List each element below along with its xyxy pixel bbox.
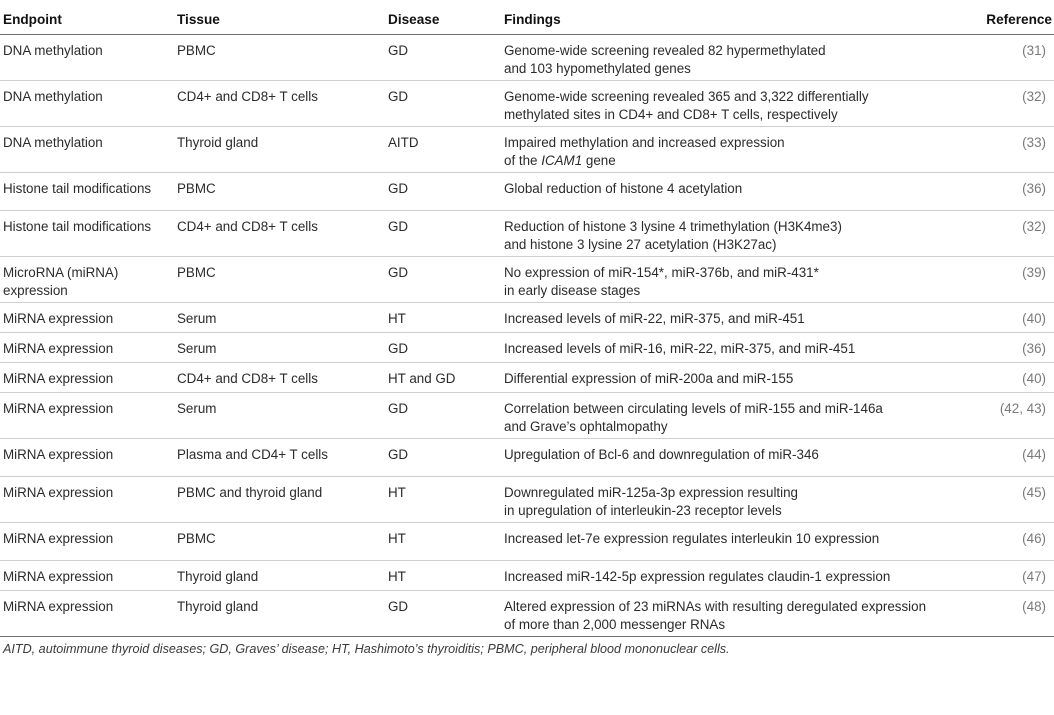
cell-line: Differential expression of miR-200a and miR-155	[504, 371, 794, 386]
cell-reference	[971, 35, 1054, 81]
cell-endpoint	[0, 257, 174, 303]
cell-endpoint	[0, 363, 174, 393]
table-row	[0, 477, 1054, 523]
table-header	[0, 4, 1054, 35]
cell-reference	[971, 211, 1054, 257]
header-endpoint: Endpoint	[0, 4, 174, 35]
cell-line: Impaired methylation and increased expression	[504, 135, 785, 150]
cell-disease	[385, 303, 501, 333]
cell-reference	[971, 127, 1054, 173]
cell-line: PBMC and thyroid gland	[177, 485, 323, 500]
cell-line: GD	[388, 181, 409, 196]
cell-endpoint	[0, 561, 174, 591]
cell-disease	[385, 257, 501, 303]
cell-reference	[971, 439, 1054, 477]
cell-tissue	[174, 393, 385, 439]
cell-findings	[501, 257, 971, 303]
header-row	[0, 4, 1054, 35]
cell-line: MiRNA expression	[3, 599, 114, 614]
cell-line: MiRNA expression	[3, 485, 114, 500]
cell-line: HT	[388, 311, 406, 326]
cell-line: GD	[388, 341, 409, 356]
cell-line: Serum	[177, 341, 217, 356]
cell-endpoint	[0, 303, 174, 333]
cell-line: Histone tail modifications	[3, 181, 152, 196]
cell-tissue	[174, 303, 385, 333]
cell-findings	[501, 81, 971, 127]
cell-line: (40)	[1022, 311, 1046, 326]
cell-line: (39)	[1022, 265, 1046, 280]
table-row	[0, 393, 1054, 439]
cell-findings	[501, 561, 971, 591]
cell-findings	[501, 211, 971, 257]
cell-endpoint	[0, 35, 174, 81]
cell-line: of more than 2,000 messenger RNAs	[504, 617, 726, 632]
cell-tissue	[174, 333, 385, 363]
table-row	[0, 439, 1054, 477]
cell-line: MiRNA expression	[3, 531, 114, 546]
cell-line: and Grave’s ophtalmopathy	[504, 419, 668, 434]
table-row	[0, 81, 1054, 127]
header-tissue: Tissue	[174, 4, 385, 35]
cell-line: Increased levels of miR-22, miR-375, and miR-451	[504, 311, 805, 326]
cell-line: GD	[388, 89, 409, 104]
table-body	[0, 35, 1054, 637]
cell-tissue	[174, 477, 385, 523]
cell-line: in early disease stages	[504, 283, 641, 298]
cell-line: Reduction of histone 3 lysine 4 trimethylation (H3K4me3)	[504, 219, 842, 234]
cell-line: GD	[388, 599, 409, 614]
header-findings: Findings	[501, 4, 971, 35]
cell-line: (42, 43)	[999, 401, 1046, 416]
cell-line: DNA methylation	[3, 135, 103, 150]
cell-line	[504, 152, 971, 170]
cell-line: GD	[388, 219, 409, 234]
cell-disease	[385, 363, 501, 393]
cell-line: PBMC	[177, 531, 216, 546]
cell-line: HT	[388, 485, 406, 500]
table-row	[0, 173, 1054, 211]
cell-endpoint	[0, 127, 174, 173]
cell-line: and 103 hypomethylated genes	[504, 61, 691, 76]
cell-reference	[971, 333, 1054, 363]
cell-endpoint	[0, 81, 174, 127]
cell-line: Upregulation of Bcl-6 and downregulation of miR-346	[504, 447, 819, 462]
cell-line: Plasma and CD4+ T cells	[177, 447, 328, 462]
cell-line: (46)	[1022, 531, 1046, 546]
cell-line: expression	[3, 283, 68, 298]
cell-reference	[971, 363, 1054, 393]
cell-line: (40)	[1022, 371, 1046, 386]
cell-line: MiRNA expression	[3, 311, 114, 326]
cell-line: in upregulation of interleukin-23 receptor levels	[504, 503, 782, 518]
cell-line: Thyroid gland	[177, 135, 259, 150]
cell-line: Correlation between circulating levels of miR-155 and miR-146a	[504, 401, 883, 416]
cell-tissue	[174, 591, 385, 637]
cell-findings	[501, 333, 971, 363]
cell-tissue	[174, 257, 385, 303]
cell-tissue	[174, 81, 385, 127]
cell-endpoint	[0, 477, 174, 523]
cell-reference	[971, 81, 1054, 127]
cell-endpoint	[0, 591, 174, 637]
cell-tissue	[174, 211, 385, 257]
table-row	[0, 303, 1054, 333]
cell-line: No expression of miR-154*, miR-376b, and miR-431*	[504, 265, 819, 280]
table-row	[0, 257, 1054, 303]
cell-line: Altered expression of 23 miRNAs with resulting deregulated expression	[504, 599, 927, 614]
cell-line: CD4+ and CD8+ T cells	[177, 371, 318, 386]
table-row	[0, 127, 1054, 173]
cell-line: Increased let-7e expression regulates interleukin 10 expression	[504, 531, 880, 546]
cell-disease	[385, 439, 501, 477]
cell-line: Thyroid gland	[177, 569, 259, 584]
cell-line: (48)	[1022, 599, 1046, 614]
cell-line: MiRNA expression	[3, 401, 114, 416]
cell-tissue	[174, 561, 385, 591]
cell-disease	[385, 523, 501, 561]
cell-line: Downregulated miR-125a-3p expression resulting	[504, 485, 799, 500]
cell-line: GD	[388, 265, 409, 280]
cell-tissue	[174, 363, 385, 393]
cell-line: (47)	[1022, 569, 1046, 584]
cell-line: methylated sites in CD4+ and CD8+ T cells, respectively	[504, 107, 838, 122]
findings-text: gene	[582, 153, 616, 168]
table-row	[0, 591, 1054, 637]
cell-line: (36)	[1022, 341, 1046, 356]
cell-tissue	[174, 523, 385, 561]
cell-line: Thyroid gland	[177, 599, 259, 614]
cell-line: Increased miR-142-5p expression regulates claudin-1 expression	[504, 569, 891, 584]
table-row	[0, 211, 1054, 257]
cell-line: (32)	[1022, 219, 1046, 234]
table-row	[0, 333, 1054, 363]
cell-reference	[971, 257, 1054, 303]
cell-line: GD	[388, 43, 409, 58]
gene-name: ICAM1	[541, 153, 583, 168]
cell-findings	[501, 173, 971, 211]
cell-findings	[501, 35, 971, 81]
cell-disease	[385, 591, 501, 637]
table-footnote: AITD, autoimmune thyroid diseases; GD, Graves’ disease; HT, Hashimoto’s thyroiditis; PBMC, peripheral blood mononuclear cells.	[3, 642, 730, 656]
cell-line: Histone tail modifications	[3, 219, 152, 234]
cell-findings	[501, 393, 971, 439]
cell-findings	[501, 303, 971, 333]
cell-line: CD4+ and CD8+ T cells	[177, 89, 318, 104]
cell-tissue	[174, 127, 385, 173]
cell-disease	[385, 477, 501, 523]
cell-line: (31)	[1022, 43, 1046, 58]
cell-findings	[501, 363, 971, 393]
cell-findings	[501, 523, 971, 561]
cell-disease	[385, 333, 501, 363]
cell-line: PBMC	[177, 265, 216, 280]
cell-reference	[971, 591, 1054, 637]
cell-line: and histone 3 lysine 27 acetylation (H3K27ac)	[504, 237, 777, 252]
cell-line: Increased levels of miR-16, miR-22, miR-375, and miR-451	[504, 341, 856, 356]
cell-endpoint	[0, 523, 174, 561]
cell-findings	[501, 591, 971, 637]
cell-line: (32)	[1022, 89, 1046, 104]
cell-disease	[385, 393, 501, 439]
findings-text: of the	[504, 153, 542, 168]
cell-line: Serum	[177, 311, 217, 326]
cell-findings	[501, 127, 971, 173]
cell-disease	[385, 561, 501, 591]
cell-line: Genome-wide screening revealed 365 and 3,322 differentially	[504, 89, 869, 104]
table-row	[0, 523, 1054, 561]
cell-disease	[385, 35, 501, 81]
cell-line: Serum	[177, 401, 217, 416]
cell-line: PBMC	[177, 181, 216, 196]
table-row	[0, 35, 1054, 81]
cell-line: DNA methylation	[3, 89, 103, 104]
cell-line: GD	[388, 447, 409, 462]
cell-disease	[385, 127, 501, 173]
cell-reference	[971, 523, 1054, 561]
table-row	[0, 363, 1054, 393]
header-reference: Reference	[971, 4, 1054, 35]
table-row	[0, 561, 1054, 591]
header-disease: Disease	[385, 4, 501, 35]
cell-disease	[385, 211, 501, 257]
cell-line: HT and GD	[388, 371, 456, 386]
cell-line: GD	[388, 401, 409, 416]
cell-line: MiRNA expression	[3, 569, 114, 584]
cell-endpoint	[0, 439, 174, 477]
cell-line: (45)	[1022, 485, 1046, 500]
cell-line: Global reduction of histone 4 acetylation	[504, 181, 743, 196]
cell-reference	[971, 173, 1054, 211]
cell-line: CD4+ and CD8+ T cells	[177, 219, 318, 234]
cell-endpoint	[0, 211, 174, 257]
cell-findings	[501, 439, 971, 477]
cell-line: (44)	[1022, 447, 1046, 462]
cell-line: (33)	[1022, 135, 1046, 150]
cell-reference	[971, 477, 1054, 523]
cell-disease	[385, 173, 501, 211]
cell-endpoint	[0, 173, 174, 211]
epigenetics-table	[0, 4, 1054, 637]
cell-line: MicroRNA (miRNA)	[3, 265, 119, 280]
cell-reference	[971, 303, 1054, 333]
cell-disease	[385, 81, 501, 127]
cell-line: MiRNA expression	[3, 341, 114, 356]
cell-tissue	[174, 173, 385, 211]
cell-endpoint	[0, 333, 174, 363]
cell-line: (36)	[1022, 181, 1046, 196]
cell-line: MiRNA expression	[3, 371, 114, 386]
cell-line: PBMC	[177, 43, 216, 58]
cell-line: AITD	[388, 135, 419, 150]
cell-line: MiRNA expression	[3, 447, 114, 462]
cell-tissue	[174, 35, 385, 81]
cell-line: DNA methylation	[3, 43, 103, 58]
cell-line: HT	[388, 531, 406, 546]
cell-endpoint	[0, 393, 174, 439]
cell-line: Genome-wide screening revealed 82 hypermethylated	[504, 43, 826, 58]
cell-tissue	[174, 439, 385, 477]
cell-reference	[971, 561, 1054, 591]
cell-line: HT	[388, 569, 406, 584]
cell-reference	[971, 393, 1054, 439]
cell-findings	[501, 477, 971, 523]
